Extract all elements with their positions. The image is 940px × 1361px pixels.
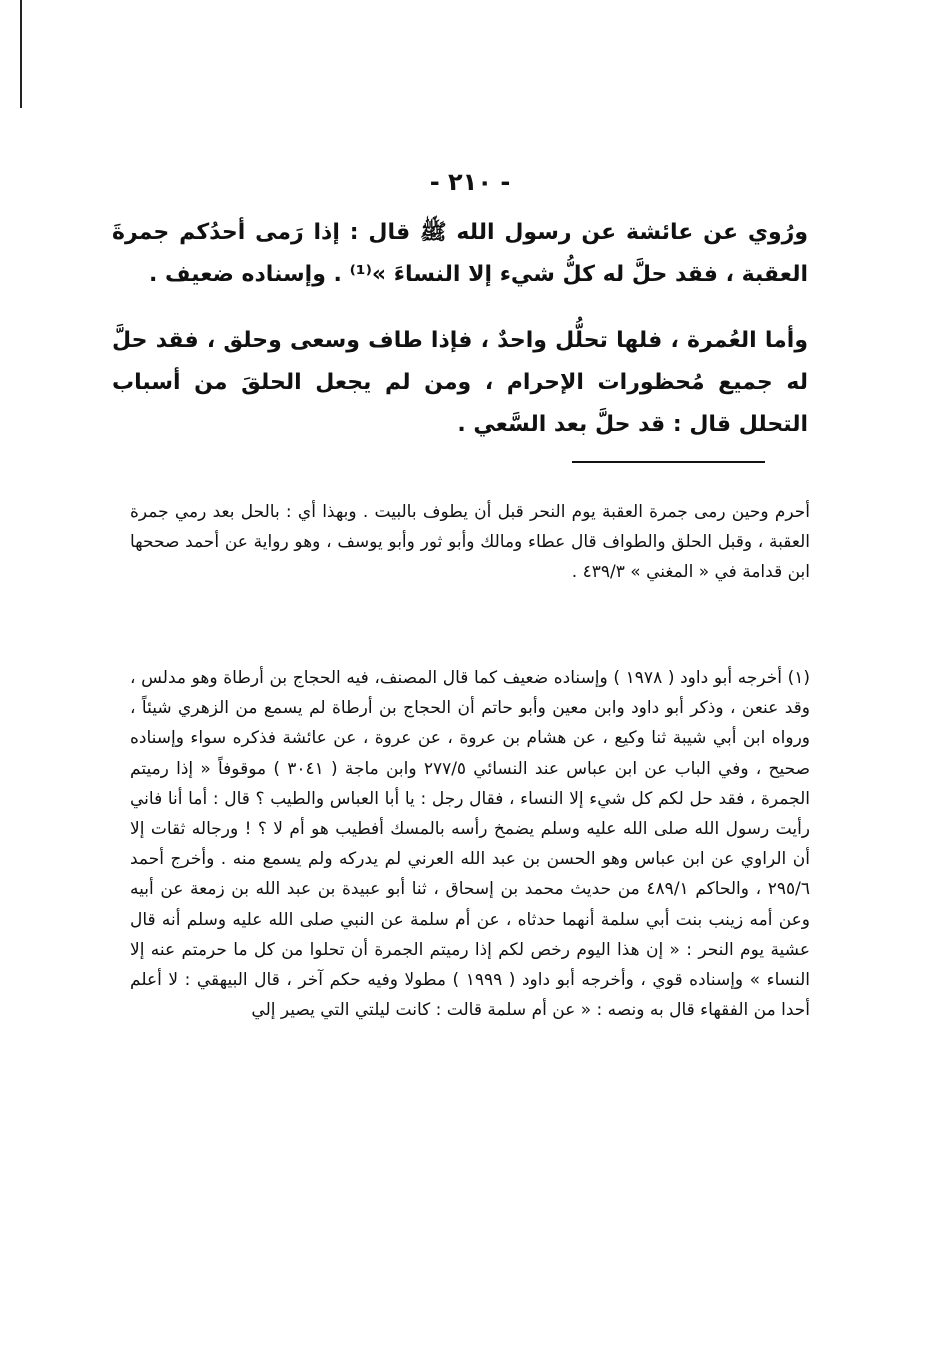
main-paragraph-hadith: ورُوي عن عائشة عن رسول الله ﷺ قال : إذا رَمى أحدُكم جمرةَ العقبة ، فقد حلَّ له كلُّ شيء إلا النساءَ »⁽¹⁾ . وإسناده ضعيف .: [112, 220, 808, 287]
scan-margin-line: [20, 0, 22, 108]
page-number: - ٢١٠ -: [429, 168, 511, 196]
footnote-separator: [572, 461, 765, 463]
footnote-1: (١) أخرجه أبو داود ( ١٩٧٨ ) وإسناده ضعيف كما قال المصنف، فيه الحجاج بن أرطاة وهو مدلس ، وقد عنعن ، وذكر أبو داود وابن معين وأبو حاتم أن الحجاج بن أرطاة لم يسمع من الزهري شيئاً ، ورواه ابن أبي شيبة ثنا وكيع ، عن هشام بن عروة ، عن عروة ، عن عائشة فذكره سواء وإسناده صحيح ، وفي الباب عن ابن عباس عند النسائي ٢٧٧/٥ وابن ماجة ( ٣٠٤١ ) موقوفاً « إذا رميتم الجمرة ، فقد حل لكم كل شيء إلا النساء ، فقال رجل : يا أبا العباس والطيب ؟ قال : أما أنا فاني رأيت رسول الله صلى الله عليه وسلم يضمخ رأسه بالمسك أفطيب هو أم لا ؟ ! ورجاله ثقات إلا أن الراوي عن ابن عباس وهو الحسن بن عبد الله العرني لم يدركه ولم يسمع منه . وأخرج أحمد ٢٩٥/٦ ، والحاكم ٤٨٩/١ من حديث محمد بن إسحاق ، ثنا أبو عبيدة بن عبد الله بن زمعة عن أبيه وعن أمه زينب بنت أبي سلمة أنهما حدثاه ، عن أم سلمة عن النبي صلى الله عليه وسلم أنه قال عشية يوم النحر : « إن هذا اليوم رخص لكم إذا رميتم الجمرة أن تحلوا من كل ما حرمتم عنه إلا النساء » وإسناده قوي ، وأخرجه أبو داود ( ١٩٩٩ ) مطولا وفيه حكم آخر ، قال البيهقي : لا أعلم أحدا من الفقهاء قال به ونصه : « عن أم سلمة قالت : كانت ليلتي التي يصير إلي: [130, 668, 811, 1021]
footnote-continuation: أحرم وحين رمى جمرة العقبة يوم النحر قبل أن يطوف بالبيت . وبهذا أي : بالحل بعد رمي جمرة العقبة ، وقبل الحلق والطواف قال عطاء ومالك وأبو ثور وأبو يوسف ، وهو رواية عن أحمد صححها ابن قدامة في « المغني » ٤٣٩/٣ .: [130, 502, 810, 583]
main-paragraph-umrah: وأما العُمرة ، فلها تحلُّل واحدٌ ، فإذا طاف وسعى وحلق ، فقد حلَّ له جميع مُحظورات الإحرام ، ومن لم يجعل الحلقَ من أسباب التحلل قال : قد حلَّ بعد السَّعي .: [112, 328, 808, 437]
